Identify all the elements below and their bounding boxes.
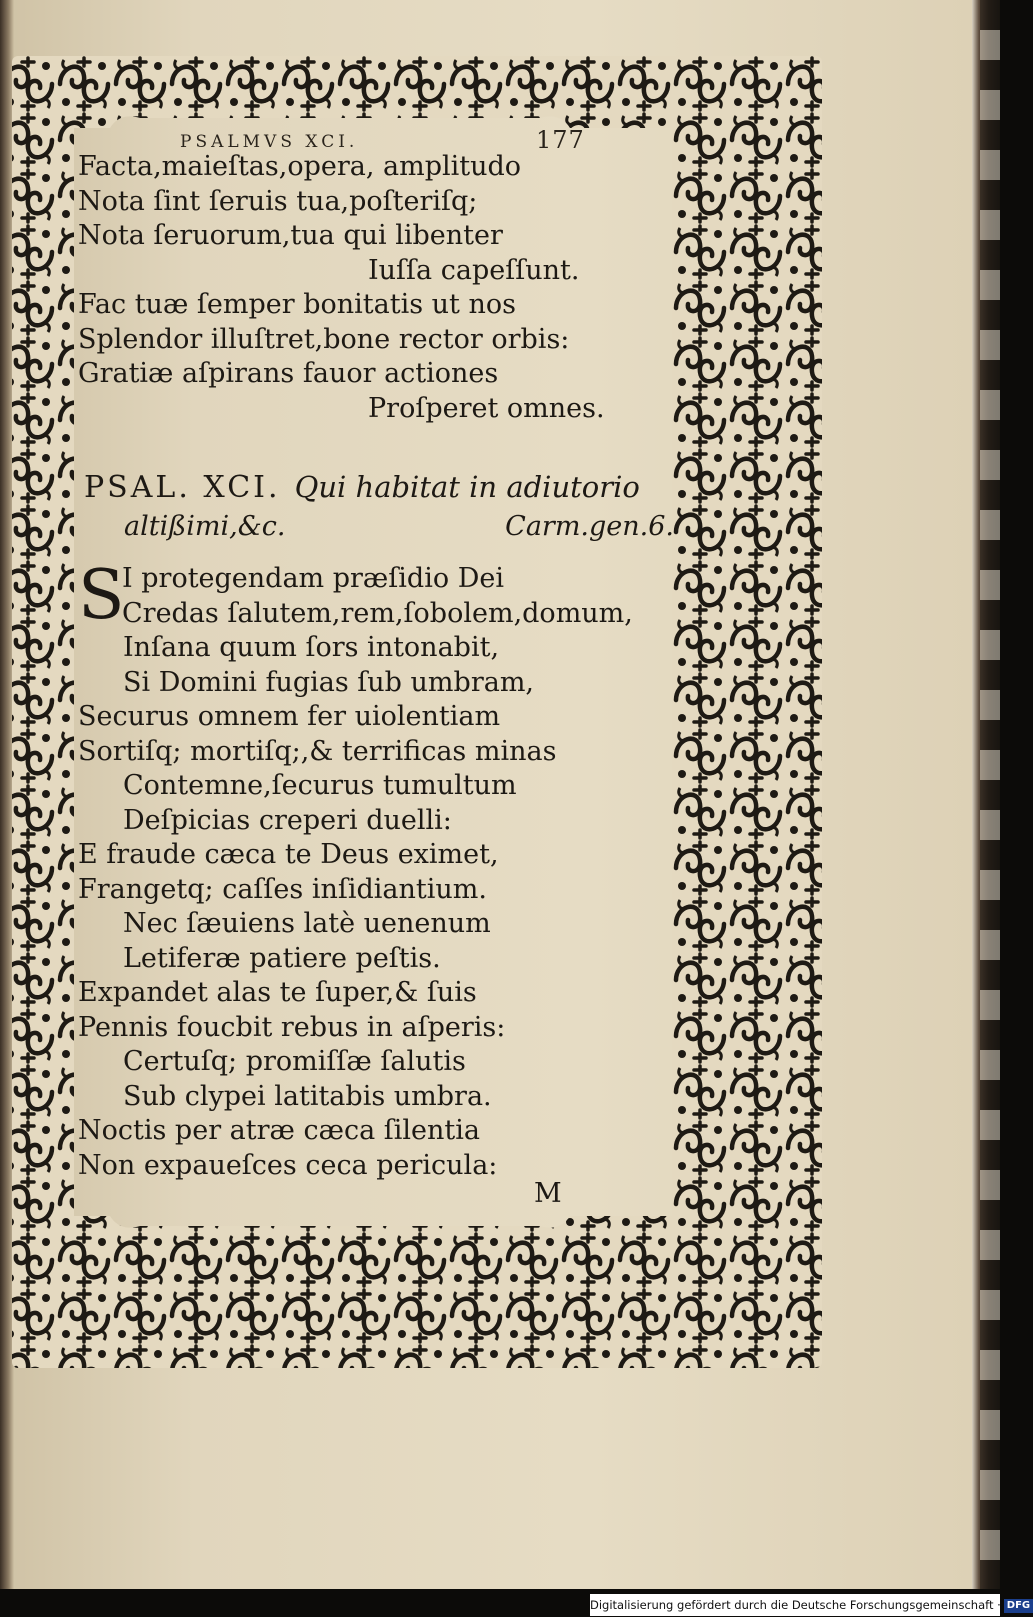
verse-line: Noctis per atræ cæca ſilentia [78,1115,481,1146]
verse-line: Certuſq; promiſſæ ſalutis [123,1046,466,1077]
verse-line: Non expaueſces ceca pericula: [78,1149,498,1181]
verse-line: Inſana quum ſors intonabit, [123,632,500,663]
psalm-label: PSAL. XCI. [84,470,281,505]
stanza-block [78,150,678,426]
verse-line: Proſperet omnes. [368,392,605,424]
credit-text: Digitalisierung gefördert durch die Deutsche Forschungsgemeinschaft · [590,1598,1001,1612]
digitization-credit [590,1594,1031,1616]
verse-line: Si Domini fugias ſub umbram, [123,666,535,698]
verse-line: Iuſſa capeſſunt. [368,254,580,286]
psalm-text [78,556,678,1183]
verse-line: Securus omnem fer uiolentiam [78,701,501,732]
verse-line: Credas ſalutem,rem,ſobolem,domum, [122,597,633,629]
dfg-logo: DFG [1004,1599,1033,1613]
verse-line: Splendor illuſtret,bone rector orbis: [78,323,570,355]
verse-line: Frangetq; caſſes inſidiantium. [78,873,487,905]
verse-line: I protegendam præſidio Dei [122,563,504,594]
verse-line: Facta,maieſtas,opera, amplitudo [78,151,522,182]
scan-ruler [980,0,1000,1589]
page-number: 177 [536,126,585,154]
verse-line: Nota ſint ſeruis tua,poſteriſq; [78,185,478,217]
signature-mark: M [534,1178,562,1209]
psalm-incipit: Qui habitat in adiutorio [294,470,640,504]
meter-label: Carm.gen.6. [505,511,674,542]
verse-line: Letiferæ patiere peſtis. [123,942,441,974]
verse-line: Gratiæ aſpirans fauor actiones [78,358,499,389]
verse-line: Pennis foucbit rebus in aſperis: [78,1011,506,1043]
verse-line: Nota ſeruorum,tua qui libenter [78,220,503,251]
verse-line: Nec ſæuiens latè uenenum [123,908,491,939]
verse-line: Sub clypei latitabis umbra. [123,1080,492,1112]
psalm-incipit-continued: altißimi,&c. [124,511,286,542]
running-title: PSALMVS XCI. [180,132,359,152]
verse-line: Deſpicias creperi duelli: [123,804,452,836]
psalm-heading [84,470,674,551]
verse-line: Contemne,ſecurus tumultum [123,770,517,801]
drop-capital: S [78,556,125,635]
verse-line: E fraude cæca te Deus eximet, [78,839,499,870]
verse-line: Expandet alas te ſuper,& ſuis [78,977,477,1008]
verse-line: Sortiſq; mortiſq;,& terrificas minas [78,735,557,767]
verse-line: Fac tuæ ſemper bonitatis ut nos [78,289,516,320]
